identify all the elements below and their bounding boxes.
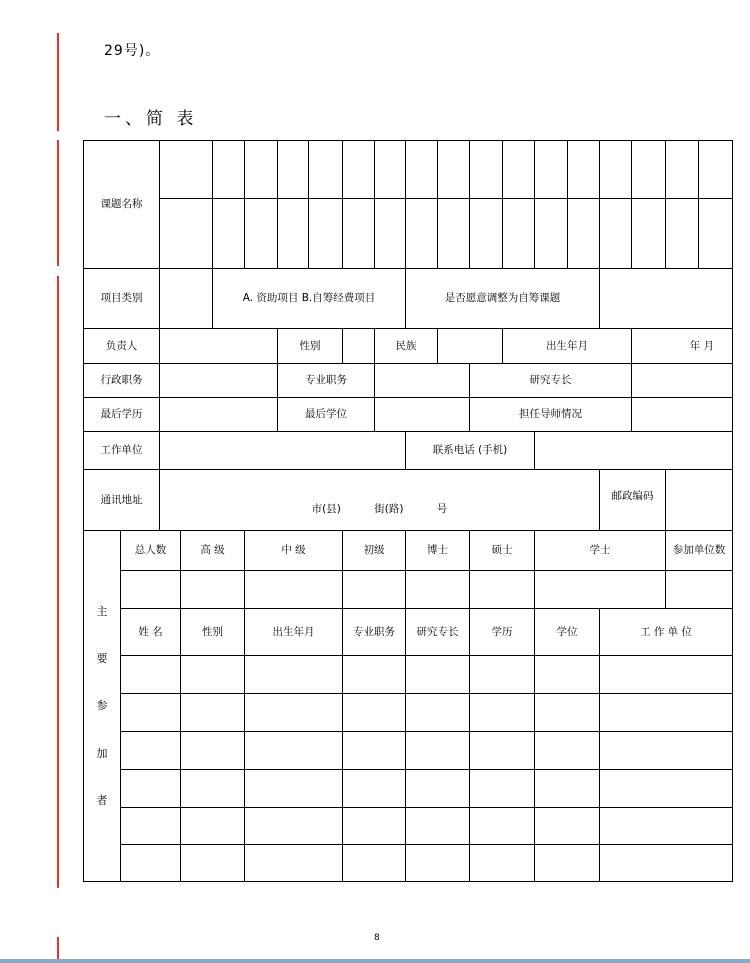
count-header-master: 硕士 [470,531,535,571]
participant-work-unit-cell[interactable] [600,732,733,770]
project-type-options: A. 资助项目 B.自筹经费项目 [213,269,406,329]
topic-name-cell[interactable] [632,141,666,199]
topic-name-cell[interactable] [343,199,375,269]
detail-header-education: 学历 [470,609,535,656]
participant-name-cell[interactable] [121,845,181,882]
research-specialty-input[interactable] [632,364,733,398]
detail-header-specialty: 研究专长 [406,609,470,656]
work-unit-label: 工作单位 [84,432,160,470]
topic-name-cell[interactable] [666,141,699,199]
topic-name-cell[interactable] [278,199,309,269]
lead-text: 29号)。 [104,43,161,59]
topic-name-cell[interactable] [213,199,245,269]
participant-degree-cell[interactable] [535,732,600,770]
ethnicity-input[interactable] [438,329,503,364]
topic-name-cell[interactable] [568,141,600,199]
participant-birth-cell[interactable] [245,732,343,770]
count-header-units: 参加单位数 [666,531,733,571]
phone-input[interactable] [535,432,733,470]
topic-name-cell[interactable] [375,199,406,269]
participant-specialty-cell[interactable] [406,656,470,694]
participant-work-unit-cell[interactable] [600,845,733,882]
count-header-total: 总人数 [121,531,181,571]
address-label: 通讯地址 [84,470,160,531]
participant-education-cell[interactable] [470,732,535,770]
tutor-input[interactable] [632,398,733,432]
participant-specialty-cell[interactable] [406,694,470,732]
topic-name-cell[interactable] [213,141,245,199]
detail-header-birth: 出生年月 [245,609,343,656]
viewer-bottom-border [0,959,750,963]
participant-education-cell[interactable] [470,808,535,845]
topic-name-cell[interactable] [535,199,568,269]
work-unit-input[interactable] [160,432,406,470]
admin-title-input[interactable] [160,364,278,398]
participant-degree-cell[interactable] [535,808,600,845]
degree-input[interactable] [375,398,470,432]
count-header-bachelor: 学士 [535,531,666,571]
participant-birth-cell[interactable] [245,808,343,845]
topic-name-cell[interactable] [470,141,503,199]
participant-gender-cell[interactable] [181,845,245,882]
count-header-senior: 高 级 [181,531,245,571]
participant-row [84,845,733,882]
participant-title-cell[interactable] [343,732,406,770]
participant-title-cell[interactable] [343,770,406,808]
participant-row [84,656,733,694]
participant-education-cell[interactable] [470,694,535,732]
topic-name-cell[interactable] [470,199,503,269]
participant-birth-cell[interactable] [245,770,343,808]
birth-label: 出生年月 [503,329,632,364]
count-header-junior: 初级 [343,531,406,571]
participant-name-cell[interactable] [121,694,181,732]
topic-name-cell[interactable] [699,199,733,269]
detail-header-gender: 性别 [181,609,245,656]
prof-title-label: 专业职务 [278,364,375,398]
participant-work-unit-cell[interactable] [600,808,733,845]
count-master-input[interactable] [470,571,535,609]
participant-name-cell[interactable] [121,808,181,845]
participants-side-label: 主 要 参 加 者 [84,531,121,882]
participant-name-cell[interactable] [121,656,181,694]
ethnicity-label: 民族 [375,329,438,364]
count-header-intermediate: 中 级 [245,531,343,571]
participant-degree-cell[interactable] [535,694,600,732]
participant-work-unit-cell[interactable] [600,694,733,732]
participant-row [84,808,733,845]
topic-name-cell[interactable] [309,199,343,269]
topic-name-cell[interactable] [309,141,343,199]
topic-name-cell[interactable] [600,141,632,199]
topic-name-cell[interactable] [160,141,213,199]
count-junior-input[interactable] [343,571,406,609]
address-input[interactable]: 市(县) 街(路) 号 [160,470,600,531]
topic-name-label: 课题名称 [84,141,160,269]
leader-label: 负责人 [84,329,160,364]
detail-header-title: 专业职务 [343,609,406,656]
detail-header-name: 姓 名 [121,609,181,656]
participant-birth-cell[interactable] [245,845,343,882]
margin-bar-2 [57,140,59,266]
detail-header-degree: 学位 [535,609,600,656]
count-intermediate-input[interactable] [245,571,343,609]
application-form-table [83,140,733,882]
participant-degree-cell[interactable] [535,845,600,882]
participant-work-unit-cell[interactable] [600,770,733,808]
birth-year-month[interactable]: 年 月 [632,329,733,364]
participant-specialty-cell[interactable] [406,845,470,882]
topic-name-cell[interactable] [278,141,309,199]
count-bachelor-input[interactable] [535,571,666,609]
self-funded-question: 是否愿意调整为自筹课题 [406,269,600,329]
topic-name-cell[interactable] [406,141,438,199]
postal-code-input[interactable] [666,470,733,531]
postal-code-label: 邮政编码 [600,470,666,531]
project-type-choice[interactable] [160,269,213,329]
topic-name-cell[interactable] [245,199,278,269]
project-type-label: 项目类别 [84,269,160,329]
topic-name-cell[interactable] [438,141,470,199]
topic-name-cell[interactable] [503,199,535,269]
participant-row [84,732,733,770]
topic-name-cell[interactable] [666,199,699,269]
margin-bar-1 [57,33,59,131]
topic-name-cell[interactable] [406,199,438,269]
margin-bar-3 [57,276,59,888]
participant-specialty-cell[interactable] [406,770,470,808]
count-doctor-input[interactable] [406,571,470,609]
participant-title-cell[interactable] [343,694,406,732]
participant-specialty-cell[interactable] [406,732,470,770]
topic-name-cell[interactable] [600,199,632,269]
participant-education-cell[interactable] [470,770,535,808]
topic-name-cell[interactable] [535,141,568,199]
topic-name-cell[interactable] [160,199,213,269]
admin-title-label: 行政职务 [84,364,160,398]
margin-bar-4 [57,937,59,959]
count-senior-input[interactable] [181,571,245,609]
participant-degree-cell[interactable] [535,770,600,808]
count-header-doctor: 博士 [406,531,470,571]
topic-name-cell[interactable] [245,141,278,199]
page-number: 8 [374,933,380,943]
participant-work-unit-cell[interactable] [600,656,733,694]
participant-gender-cell[interactable] [181,770,245,808]
participant-name-cell[interactable] [121,770,181,808]
topic-name-cell[interactable] [632,199,666,269]
participant-degree-cell[interactable] [535,656,600,694]
degree-label: 最后学位 [278,398,375,432]
participant-education-cell[interactable] [470,845,535,882]
count-units-input[interactable] [666,571,733,609]
participant-row [84,694,733,732]
participant-specialty-cell[interactable] [406,808,470,845]
gender-input[interactable] [343,329,375,364]
participant-birth-cell[interactable] [245,656,343,694]
participant-title-cell[interactable] [343,845,406,882]
participant-title-cell[interactable] [343,808,406,845]
topic-name-cell[interactable] [503,141,535,199]
gender-label: 性别 [278,329,343,364]
participant-gender-cell[interactable] [181,694,245,732]
education-label: 最后学历 [84,398,160,432]
topic-name-cell[interactable] [343,141,375,199]
education-input[interactable] [160,398,278,432]
self-funded-answer[interactable] [600,269,733,329]
phone-label: 联系电话 (手机) [406,432,535,470]
section-heading: 一、简 表 [104,109,198,129]
topic-name-cell[interactable] [568,199,600,269]
participant-gender-cell[interactable] [181,656,245,694]
prof-title-input[interactable] [375,364,470,398]
detail-header-work-unit: 工 作 单 位 [600,609,733,656]
participant-title-cell[interactable] [343,656,406,694]
tutor-label: 担任导师情况 [470,398,632,432]
participant-gender-cell[interactable] [181,808,245,845]
participant-name-cell[interactable] [121,732,181,770]
participant-birth-cell[interactable] [245,694,343,732]
count-total-input[interactable] [121,571,181,609]
topic-name-cell[interactable] [699,141,733,199]
participant-gender-cell[interactable] [181,732,245,770]
research-specialty-label: 研究专长 [470,364,632,398]
topic-name-cell[interactable] [438,199,470,269]
participant-education-cell[interactable] [470,656,535,694]
topic-name-cell[interactable] [375,141,406,199]
participant-row [84,770,733,808]
leader-input[interactable] [160,329,278,364]
